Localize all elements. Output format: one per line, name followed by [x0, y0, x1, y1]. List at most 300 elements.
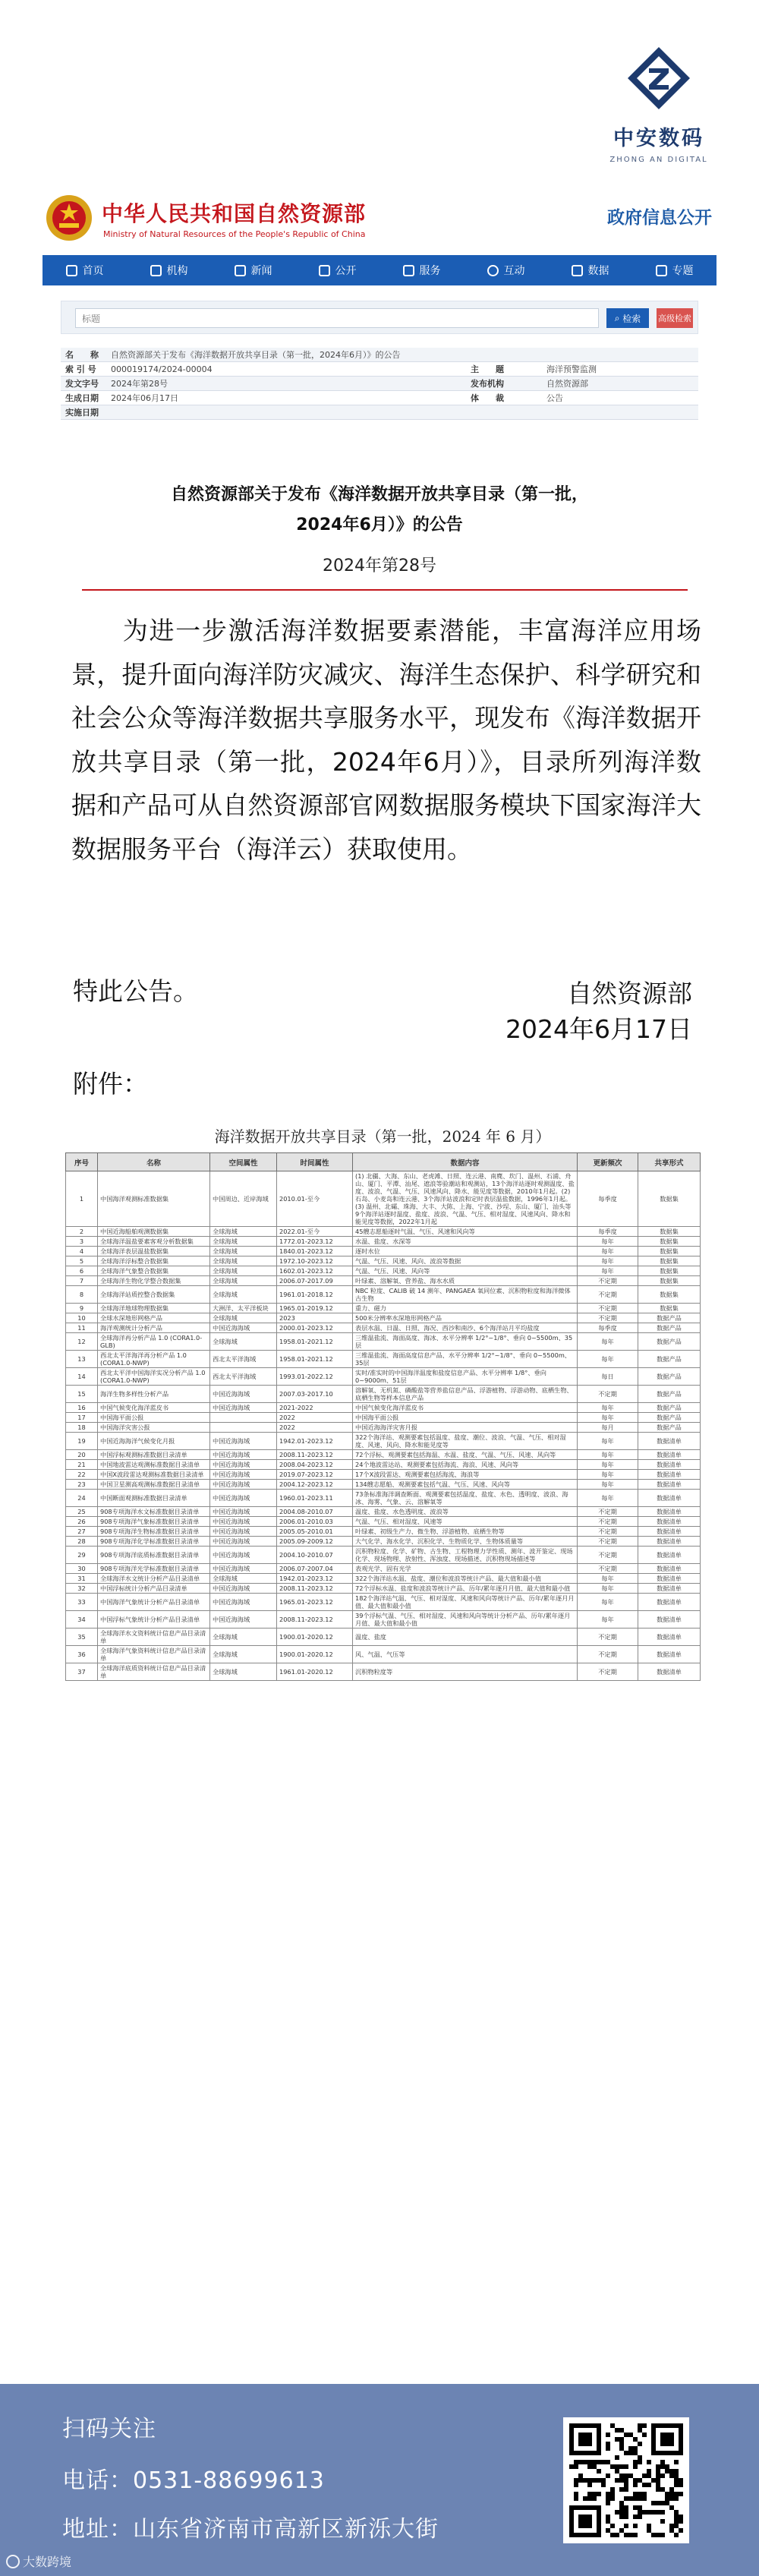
nav-home[interactable]: 首页 — [43, 255, 127, 285]
table-cell: NBC 粒度、CALIB 破 14 测年、PANGAEA 氧同位素、沉积物粒度和海洋微体古生物 — [353, 1286, 578, 1304]
table-cell: 1958.01-2021.12 — [277, 1351, 353, 1368]
table-cell: 数据集 — [638, 1266, 701, 1276]
table-cell: 沉积物粒度、化学、矿物、古生物、工程物理力学性质、测年、波开鉴定、现场化学、现场物理、放射性、浑浊度、现场描述、沉积物现场描述等 — [353, 1547, 578, 1564]
table-cell: 36 — [66, 1646, 98, 1663]
table-cell: 数据产品 — [638, 1333, 701, 1351]
table-cell: 23 — [66, 1480, 98, 1490]
table-cell: 不定期 — [578, 1286, 638, 1304]
table-cell: 72个浮标、观测要素包括海温、水温、盐度、气温、气压、风速、风向等 — [353, 1450, 578, 1460]
nav-topic[interactable]: 专题 — [632, 255, 716, 285]
table-cell: 25 — [66, 1507, 98, 1517]
table-cell: 西北太平洋海域 — [210, 1351, 277, 1368]
table-cell: 全球海域 — [210, 1276, 277, 1286]
table-cell: (1) 北疆、大海、东山、老虎滩、日照、连云港、南麂、坎门、温州、石浦、舟山、厦门、平潭、汕尾、遮浪等验潮站和观测站，13个海洋站逐时观测温度、盐度、波浪、气温、气压、风速风向、降水、能见度等数据，2010年1月起。(2) 石岛、小麦岛和连云港、3个海洋站波浪和定时表层温盐数据，1996年1月起。(3) 温州、北礵、珠海、大丰、大陈、上海、宁波、沙埕、东山、厦门、汕头等9个海洋站逐时温度、盐度、波浪、气温、气压、相对湿度、风速风向、降水和能见度等数据，2022年1月起 — [353, 1171, 578, 1227]
table-header-row — [66, 1153, 701, 1171]
table-cell: 28 — [66, 1537, 98, 1547]
home-icon — [66, 265, 77, 276]
table-cell: 35 — [66, 1629, 98, 1646]
table-cell: 三维温盐流、海面高度、海冰、水平分辨率 1/2°~1/8°、垂向 0~5500m、35层 — [353, 1333, 578, 1351]
table-cell: 数据清单 — [638, 1450, 701, 1460]
table-cell: 1965.01-2019.12 — [277, 1304, 353, 1313]
table-cell: 数据产品 — [638, 1386, 701, 1403]
zhongan-logo-icon — [626, 46, 691, 111]
table-cell: 每年 — [578, 1574, 638, 1584]
table-cell: 数据集 — [638, 1276, 701, 1286]
watermark: 大数跨境 — [6, 2552, 71, 2570]
col-share: 共享形式 — [638, 1153, 701, 1171]
table-cell: 中国海平面公报 — [353, 1413, 578, 1423]
table-row — [66, 1313, 701, 1323]
table-cell: 全球海域 — [210, 1247, 277, 1256]
table-cell: 1 — [66, 1171, 98, 1227]
table-cell: 908专项海洋气象标准数据目录清单 — [98, 1517, 210, 1527]
col-time: 时间属性 — [277, 1153, 353, 1171]
table-cell: 22 — [66, 1470, 98, 1480]
table-cell: 每年 — [578, 1237, 638, 1247]
table-cell: 数据产品 — [638, 1413, 701, 1423]
nav-data[interactable]: 数据 — [548, 255, 632, 285]
table-row — [66, 1663, 701, 1681]
col-name: 名称 — [98, 1153, 210, 1171]
table-cell: 中国近海海域 — [210, 1450, 277, 1460]
table-cell: 全球海洋水文资料统计信息产品目录清单 — [98, 1629, 210, 1646]
table-cell: 全球海洋温盐要素客观分析数据集 — [98, 1237, 210, 1247]
table-cell: 中国X波段雷达观测标准数据目录清单 — [98, 1470, 210, 1480]
table-cell: 中国卫星测高观测标准数据目录清单 — [98, 1480, 210, 1490]
table-cell: 水温、盐度、水深等 — [353, 1237, 578, 1247]
table-cell: 不定期 — [578, 1313, 638, 1323]
table-row — [66, 1304, 701, 1313]
table-cell: 每年 — [578, 1403, 638, 1413]
table-cell: 表观光学、固有光学 — [353, 1564, 578, 1574]
table-cell: 2008.04-2023.12 — [277, 1460, 353, 1470]
table-row — [66, 1527, 701, 1537]
table-row — [66, 1490, 701, 1507]
table-cell: 数据集 — [638, 1171, 701, 1227]
topic-icon — [656, 265, 667, 276]
table-cell: 31 — [66, 1574, 98, 1584]
search-icon: ⌕ — [614, 312, 623, 323]
table-cell: 24个地波雷达站、观测要素包括海流、海浪、风速、风向等 — [353, 1460, 578, 1470]
table-cell: 2 — [66, 1227, 98, 1237]
table-cell: 13 — [66, 1351, 98, 1368]
table-cell: 全球海域 — [210, 1663, 277, 1681]
col-frequency: 更新频次 — [578, 1153, 638, 1171]
table-cell: 数据产品 — [638, 1313, 701, 1323]
table-cell: 中国海平面公报 — [98, 1413, 210, 1423]
table-cell: 2000.01-2023.12 — [277, 1323, 353, 1333]
table-cell: 2007.03-2017.10 — [277, 1386, 353, 1403]
table-cell: 2004.10-2010.07 — [277, 1547, 353, 1564]
table-cell: 1972.10-2023.12 — [277, 1256, 353, 1266]
table-cell: 1772.01-2023.12 — [277, 1237, 353, 1247]
table-cell: 中国近海海域 — [210, 1564, 277, 1574]
table-cell: 数据清单 — [638, 1490, 701, 1507]
table-row — [66, 1333, 701, 1351]
table-cell: 中国近海海域 — [210, 1517, 277, 1527]
table-cell: 中国海洋观测标准数据集 — [98, 1171, 210, 1227]
table-cell: 322个海洋站水温、盐度、潮位和波浪等统计产品、最大值和最小值 — [353, 1574, 578, 1584]
table-cell: 全球海域 — [210, 1237, 277, 1247]
table-cell: 中国近海海域 — [210, 1480, 277, 1490]
table-cell: 数据清单 — [638, 1480, 701, 1490]
table-cell: 气温、气压、风速、风向、波浪等数据 — [353, 1256, 578, 1266]
table-cell: 24 — [66, 1490, 98, 1507]
table-cell: 三维温盐流、海面高度信息产品、水平分辨率 1/2°~1/8°、垂向 0~5500m、35层 — [353, 1351, 578, 1368]
table-cell: 1840.01-2023.12 — [277, 1247, 353, 1256]
table-cell: 全球海域 — [210, 1574, 277, 1584]
table-cell: 数据清单 — [638, 1663, 701, 1681]
footer — [0, 2384, 759, 2576]
table-cell: 中国气候变化海洋蓝皮书 — [98, 1403, 210, 1413]
table-cell: 不定期 — [578, 1646, 638, 1663]
table-cell: 中国近海海域 — [210, 1547, 277, 1564]
table-cell: 2004.08-2010.07 — [277, 1507, 353, 1517]
table-cell: 温度、盐度 — [353, 1629, 578, 1646]
table-cell: 每年 — [578, 1450, 638, 1460]
table-cell: 每年 — [578, 1490, 638, 1507]
ministry-name-cn: 中华人民共和国自然资源部 — [102, 201, 367, 226]
table-row — [66, 1574, 701, 1584]
table-row — [66, 1507, 701, 1517]
table-cell: 2008.11-2023.12 — [277, 1450, 353, 1460]
table-cell: 数据集 — [638, 1227, 701, 1237]
table-cell: 中国近海海洋灾害月报 — [353, 1423, 578, 1433]
table-cell: 数据清单 — [638, 1594, 701, 1611]
table-row — [66, 1276, 701, 1286]
table-cell: 数据清单 — [638, 1460, 701, 1470]
table-cell: 表层水温、日温、日照、海况、西沙和南沙、6个海洋站月平均盐度 — [353, 1323, 578, 1333]
qr-code[interactable] — [563, 2417, 689, 2543]
table-cell: 大洲洋、太平洋板块 — [210, 1304, 277, 1313]
news-icon — [235, 265, 246, 276]
table-cell: 全球海洋浮标整合数据集 — [98, 1256, 210, 1266]
table-cell: 20 — [66, 1450, 98, 1460]
col-content: 数据内容 — [353, 1153, 578, 1171]
table-cell: 908专项海洋生物标准数据目录清单 — [98, 1527, 210, 1537]
table-cell: 908专项海洋化学标准数据目录清单 — [98, 1537, 210, 1547]
table-cell: 182个海洋站气温、气压、相对湿度、风速和风向等统计产品、历年/累年逐月月值、最大值和最小值 — [353, 1594, 578, 1611]
table-cell: 1958.01-2021.12 — [277, 1333, 353, 1351]
table-cell: 数据清单 — [638, 1537, 701, 1547]
table-cell: 32 — [66, 1584, 98, 1594]
table-row — [66, 1646, 701, 1663]
table-cell: 39个浮标气温、气压、相对湿度、风速和风向等统计分析产品、历年/累年逐月月值、最大值和最小值 — [353, 1611, 578, 1629]
col-space: 空间属性 — [210, 1153, 277, 1171]
table-cell: 气温、气压、相对湿度、风速等 — [353, 1517, 578, 1527]
meta-row: 名 称 自然资源部关于发布《海洋数据开放共享目录（第一批，2024年6月）》的公告 — [61, 348, 698, 362]
col-index: 序号 — [66, 1153, 98, 1171]
table-cell: 2022 — [277, 1423, 353, 1433]
table-cell: 中国地波雷达观测标准数据目录清单 — [98, 1460, 210, 1470]
table-cell: 500米分辨率水深地形网格产品 — [353, 1313, 578, 1323]
table-row — [66, 1323, 701, 1333]
table-row — [66, 1413, 701, 1423]
brand-logo — [603, 46, 715, 164]
table-cell: 每年 — [578, 1333, 638, 1351]
table-cell: 数据产品 — [638, 1351, 701, 1368]
table-cell: 2005.09-2009.12 — [277, 1537, 353, 1547]
table-cell: 全球海洋水文统计分析产品目录清单 — [98, 1574, 210, 1584]
table-cell: 每季度 — [578, 1171, 638, 1227]
table-cell: 不定期 — [578, 1537, 638, 1547]
table-cell: 2022.01-至今 — [277, 1227, 353, 1237]
ministry-header — [43, 191, 716, 252]
table-cell: 每年 — [578, 1413, 638, 1423]
brand-name-cn: 中安数码 — [613, 127, 704, 150]
table-cell: 数据清单 — [638, 1527, 701, 1537]
table-cell: 134艘志愿船、观测要素包括气温、气压、风速、风向等 — [353, 1480, 578, 1490]
table-row — [66, 1564, 701, 1574]
table-cell: 73条标准海洋调查断面、观测要素包括温度、盐度、水色、透明度、波浪、海冰、海雾、气象、云、溶解氧等 — [353, 1490, 578, 1507]
table-cell: 不定期 — [578, 1564, 638, 1574]
table-cell: 中国近海海域 — [210, 1470, 277, 1480]
table-cell: 1965.01-2023.12 — [277, 1594, 353, 1611]
table-row — [66, 1433, 701, 1450]
table-cell: 不定期 — [578, 1663, 638, 1681]
table-cell: 每日 — [578, 1368, 638, 1386]
nav-institution[interactable]: 机构 — [127, 255, 211, 285]
table-cell: 不定期 — [578, 1527, 638, 1537]
table-cell: 26 — [66, 1517, 98, 1527]
table-cell: 中国近海海域 — [210, 1611, 277, 1629]
table-cell: 中国近海海洋气候变化月报 — [98, 1433, 210, 1450]
table-cell: 温度、盐度、水色透明度、波浪等 — [353, 1507, 578, 1517]
table-cell: 实时/准实时的中国海洋温度和盐度信息产品、水平分辨率 1/8°、垂向 0~9000m、51层 — [353, 1368, 578, 1386]
table-cell: 每季度 — [578, 1323, 638, 1333]
table-cell: 21 — [66, 1460, 98, 1470]
table-cell: 每年 — [578, 1256, 638, 1266]
table-row — [66, 1594, 701, 1611]
table-row — [66, 1286, 701, 1304]
table-cell: 全球海域 — [210, 1266, 277, 1276]
table-cell: 不定期 — [578, 1507, 638, 1517]
table-cell: 29 — [66, 1547, 98, 1564]
table-cell: 1993.01-2022.12 — [277, 1368, 353, 1386]
table-cell: 每年 — [578, 1584, 638, 1594]
table-cell: 8 — [66, 1286, 98, 1304]
table-cell: 5 — [66, 1256, 98, 1266]
table-row — [66, 1480, 701, 1490]
meta-row: 索 引 号 000019174/2024-00004 主 题 海洋预警监测 — [61, 362, 698, 377]
table-cell: 全球水深地形网格产品 — [98, 1313, 210, 1323]
table-cell: 6 — [66, 1266, 98, 1276]
table-cell: 逐时水位 — [353, 1247, 578, 1256]
table-cell: 中国近海海域 — [210, 1403, 277, 1413]
table-cell: 不定期 — [578, 1517, 638, 1527]
table-cell: 全球海域 — [210, 1286, 277, 1304]
table-cell: 中国近海海域 — [210, 1460, 277, 1470]
advanced-search-button[interactable]: 高级检索 — [657, 308, 693, 328]
search-bar — [61, 301, 698, 334]
table-cell: 2005.05-2010.01 — [277, 1527, 353, 1537]
table-cell: 中国周边、近岸海域 — [210, 1171, 277, 1227]
table-cell: 不定期 — [578, 1386, 638, 1403]
table-cell: 数据清单 — [638, 1507, 701, 1517]
nav-news[interactable]: 新闻 — [211, 255, 295, 285]
table-cell: 15 — [66, 1386, 98, 1403]
main-nav — [43, 255, 716, 285]
table-cell: 中国近海海域 — [210, 1433, 277, 1450]
gov-info-public-link[interactable]: 政府信息公开 — [607, 208, 712, 228]
table-cell: 45艘志愿船逐时气温、气压、风速和风向等 — [353, 1227, 578, 1237]
service-icon — [403, 265, 414, 276]
footer-address: 地址：山东省济南市高新区新泺大街 — [62, 2516, 439, 2543]
sign-date: 2024年6月17日 — [505, 1014, 692, 1044]
table-cell: 27 — [66, 1527, 98, 1537]
catalog-table — [65, 1152, 701, 1681]
table-body — [66, 1171, 701, 1681]
table-cell: 中国海洋气象统计分析产品目录清单 — [98, 1594, 210, 1611]
table-cell: 数据集 — [638, 1286, 701, 1304]
table-cell: 中国近海海域 — [210, 1386, 277, 1403]
document-icon — [319, 265, 330, 276]
table-cell: 叶绿素、溶解氧、营养盐、海水水质 — [353, 1276, 578, 1286]
table-row — [66, 1403, 701, 1413]
table-cell: 全球海洋表层温盐数据集 — [98, 1247, 210, 1256]
search-input[interactable]: 标题 — [75, 308, 599, 328]
table-cell: 18 — [66, 1423, 98, 1433]
table-cell: 风、气温、气压等 — [353, 1646, 578, 1663]
footer-scan: 扫码关注 — [62, 2416, 156, 2442]
table-cell: 数据清单 — [638, 1611, 701, 1629]
table-cell: 1942.01-2023.12 — [277, 1433, 353, 1450]
meta-row: 发文字号 2024年第28号 发布机构 自然资源部 — [61, 377, 698, 391]
table-cell: 不定期 — [578, 1547, 638, 1564]
table-cell: 数据产品 — [638, 1403, 701, 1413]
table-cell: 中国近海海域 — [210, 1527, 277, 1537]
table-cell: 全球海洋气象整合数据集 — [98, 1266, 210, 1276]
table-row — [66, 1266, 701, 1276]
table-cell: 每月 — [578, 1423, 638, 1433]
table-cell: 2004.12-2023.12 — [277, 1480, 353, 1490]
table-cell: 不定期 — [578, 1276, 638, 1286]
signer: 自然资源部 — [567, 979, 692, 1008]
announcement-paragraph: 为进一步激活海洋数据要素潜能，丰富海洋应用场景，提升面向海洋防灾减灾、海洋生态保护、科学研究和社会公众等海洋数据共享服务水平，现发布《海洋数据开放共享目录（第一批，2024年6月）》，目录所列海洋数据和产品可从自然资源部官网数据服务模块下国家海洋大数据服务平台（海洋云）获取使用。 — [71, 616, 701, 864]
table-cell: 1960.01-2023.11 — [277, 1490, 353, 1507]
table-cell: 全球海洋气象资料统计信息产品目录清单 — [98, 1646, 210, 1663]
qr-code-icon — [569, 2423, 683, 2537]
table-cell: 溶解氧、无机氮、磷酸盐等营养盐信息产品、浮游植物、浮游动物、底栖生物、底栖生物等样本信息产品 — [353, 1386, 578, 1403]
building-icon — [150, 265, 162, 276]
table-cell: 数据清单 — [638, 1574, 701, 1584]
table-cell: 每季度 — [578, 1227, 638, 1237]
table-cell: 数据清单 — [638, 1433, 701, 1450]
table-cell: 16 — [66, 1403, 98, 1413]
table-cell: 1942.01-2023.12 — [277, 1574, 353, 1584]
table-cell: 322个海洋站、观测要素包括温度、盐度、潮位、波浪、气温、气压、相对湿度、风速、风向、降水和能见度等 — [353, 1433, 578, 1450]
table-cell: 17 — [66, 1413, 98, 1423]
table-cell: 1900.01-2020.12 — [277, 1646, 353, 1663]
table-cell: 重力、磁力 — [353, 1304, 578, 1313]
table-cell: 17个X波段雷达、观测要素包括海流、海浪等 — [353, 1470, 578, 1480]
table-cell: 2021-2022 — [277, 1403, 353, 1413]
table-cell: 每年 — [578, 1247, 638, 1256]
table-cell: 不定期 — [578, 1629, 638, 1646]
table-cell: 大气化学、海水化学、沉积化学、生物质化学、生物体质量等 — [353, 1537, 578, 1547]
ministry-name-en: Ministry of Natural Resources of the People's Republic of China — [103, 229, 366, 239]
table-cell: 2023 — [277, 1313, 353, 1323]
table-cell: 每年 — [578, 1594, 638, 1611]
table-cell: 全球海域 — [210, 1256, 277, 1266]
table-row — [66, 1256, 701, 1266]
table-cell: 1900.01-2020.12 — [277, 1629, 353, 1646]
document-metadata — [61, 348, 698, 420]
table-cell: 海洋生物多样性分析产品 — [98, 1386, 210, 1403]
table-cell: 数据产品 — [638, 1323, 701, 1333]
table-cell: 908专项海洋水文标准数据目录清单 — [98, 1507, 210, 1517]
table-row — [66, 1171, 701, 1227]
table-cell: 34 — [66, 1611, 98, 1629]
table-cell: 908专项海洋光学标准数据目录清单 — [98, 1564, 210, 1574]
table-cell: 全球海洋再分析产品 1.0 (CORA1.0-GLB) — [98, 1333, 210, 1351]
table-cell: 全球海洋生物化学整合数据集 — [98, 1276, 210, 1286]
table-cell: 1602.01-2023.12 — [277, 1266, 353, 1276]
attachment-label: 附件： — [73, 1069, 148, 1099]
search-button[interactable]: ⌕ 检索 — [606, 308, 649, 328]
table-cell: 数据清单 — [638, 1517, 701, 1527]
table-row — [66, 1537, 701, 1547]
table-cell: 每年 — [578, 1460, 638, 1470]
nav-service[interactable]: 服务 — [380, 255, 464, 285]
table-cell: 中国近海海域 — [210, 1323, 277, 1333]
table-cell: 中国海洋灾害公报 — [98, 1423, 210, 1433]
table-row — [66, 1227, 701, 1237]
table-cell: 2006.07-2017.09 — [277, 1276, 353, 1286]
table-cell: 10 — [66, 1313, 98, 1323]
meta-row: 实施日期 — [61, 405, 698, 420]
national-emblem-icon — [46, 193, 93, 243]
table-cell: 11 — [66, 1323, 98, 1333]
table-row — [66, 1368, 701, 1386]
table-cell: 中国近海船舶观测数据集 — [98, 1227, 210, 1237]
nav-interact[interactable]: 互动 — [464, 255, 548, 285]
table-cell: 全球海域 — [210, 1333, 277, 1351]
table-cell: 每年 — [578, 1480, 638, 1490]
table-cell: 37 — [66, 1663, 98, 1681]
table-cell: 每年 — [578, 1351, 638, 1368]
table-cell: 中国近海海域 — [210, 1490, 277, 1507]
table-cell: 数据集 — [638, 1247, 701, 1256]
table-cell: 数据集 — [638, 1304, 701, 1313]
table-cell: 西北太平洋中国海洋实况分析产品 1.0 (CORA1.0-NWP) — [98, 1368, 210, 1386]
table-row — [66, 1629, 701, 1646]
table-cell: 每年 — [578, 1266, 638, 1276]
table-cell: 中国断面观测标准数据目录清单 — [98, 1490, 210, 1507]
table-row — [66, 1470, 701, 1480]
table-row — [66, 1460, 701, 1470]
catalog-title: 海洋数据开放共享目录（第一批，2024 年 6 月） — [214, 1127, 551, 1146]
red-divider — [82, 589, 688, 591]
table-row — [66, 1611, 701, 1629]
table-cell: 908专项海洋底质标准数据目录清单 — [98, 1547, 210, 1564]
table-row — [66, 1517, 701, 1527]
table-cell: 7 — [66, 1276, 98, 1286]
table-cell: 33 — [66, 1594, 98, 1611]
table-row — [66, 1547, 701, 1564]
table-cell: 中国近海海域 — [210, 1594, 277, 1611]
notice-text: 特此公告。 — [73, 976, 198, 1006]
table-row — [66, 1351, 701, 1368]
table-cell: 数据清单 — [638, 1564, 701, 1574]
table-cell: 2008.11-2023.12 — [277, 1584, 353, 1594]
table-cell: 1961.01-2020.12 — [277, 1663, 353, 1681]
nav-public[interactable]: 公开 — [295, 255, 380, 285]
table-cell: 全球海域 — [210, 1313, 277, 1323]
watermark-logo-icon — [6, 2555, 20, 2568]
table-row — [66, 1247, 701, 1256]
table-cell: 2019.07-2023.12 — [277, 1470, 353, 1480]
